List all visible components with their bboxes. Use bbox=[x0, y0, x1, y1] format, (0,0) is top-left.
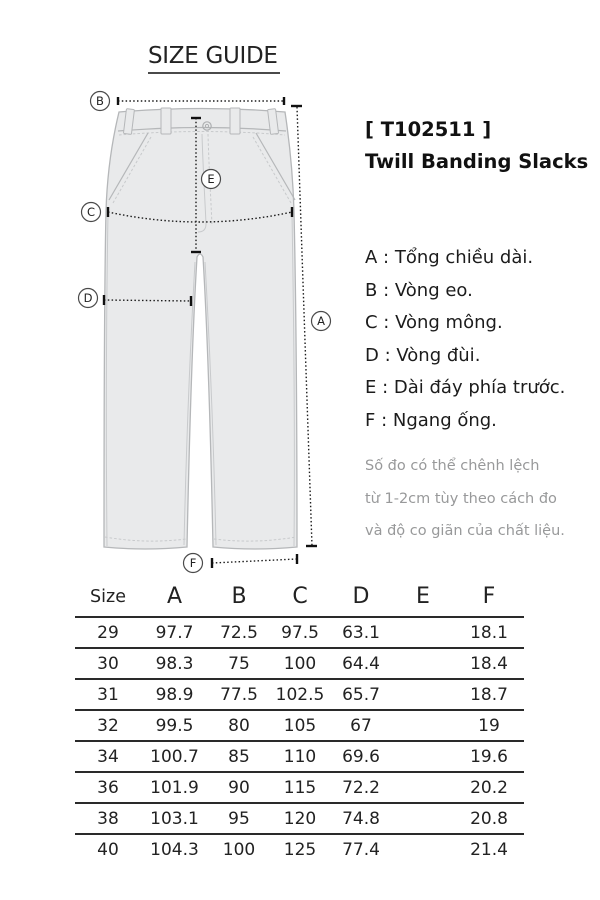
cell-d: 67 bbox=[330, 710, 392, 741]
measure-line-a bbox=[297, 107, 312, 546]
cell-c: 102.5 bbox=[270, 679, 330, 710]
svg-text:A: A bbox=[317, 314, 325, 329]
header-size: Size bbox=[75, 584, 141, 617]
cell-c: 105 bbox=[270, 710, 330, 741]
table-row bbox=[75, 648, 524, 679]
cell-f: 20.8 bbox=[454, 803, 524, 834]
cell-d: 74.8 bbox=[330, 803, 392, 834]
header-b: B bbox=[208, 584, 270, 617]
cell-e bbox=[392, 679, 454, 710]
cell-size: 32 bbox=[75, 710, 141, 741]
header-a: A bbox=[141, 584, 208, 617]
note-line: Số đo có thể chênh lệch bbox=[365, 458, 540, 474]
cell-f: 19 bbox=[454, 710, 524, 741]
legend-item-f: F : Ngang ống. bbox=[365, 409, 497, 431]
cell-size: 40 bbox=[97, 840, 119, 860]
page-title: SIZE GUIDE bbox=[148, 43, 280, 74]
cell-f: 20.2 bbox=[454, 772, 524, 803]
header-e: E bbox=[392, 584, 454, 617]
cell-b: 75 bbox=[208, 648, 270, 679]
cell-c: 97.5 bbox=[270, 617, 330, 648]
size-table bbox=[75, 584, 524, 865]
cell-e bbox=[392, 772, 454, 803]
legend-item-c: C : Vòng mông. bbox=[365, 312, 503, 333]
svg-text:D: D bbox=[83, 291, 93, 306]
header-c: C bbox=[270, 584, 330, 617]
cell-b: 90 bbox=[208, 772, 270, 803]
pants-size-diagram bbox=[55, 80, 355, 580]
table-row bbox=[75, 617, 524, 648]
cell-size: 36 bbox=[75, 772, 141, 803]
svg-text:E: E bbox=[207, 172, 215, 187]
marker-f bbox=[184, 554, 203, 573]
cell-e bbox=[392, 648, 454, 679]
cell-b: 95 bbox=[208, 803, 270, 834]
table-row bbox=[75, 803, 524, 834]
note-line: và độ co giãn của chất liệu. bbox=[365, 523, 565, 539]
cell-a: 103.1 bbox=[141, 803, 208, 834]
cell-b: 100 bbox=[222, 840, 256, 860]
header-f: F bbox=[454, 584, 524, 617]
cell-f: 21.4 bbox=[470, 840, 508, 860]
svg-text:F: F bbox=[189, 556, 197, 571]
pants-silhouette bbox=[104, 109, 297, 550]
cell-a: 104.3 bbox=[150, 840, 199, 860]
size-table-header-row bbox=[75, 584, 524, 617]
measure-line-f bbox=[212, 559, 297, 563]
table-row bbox=[75, 679, 524, 710]
cell-f: 18.1 bbox=[454, 617, 524, 648]
product-code: [ T102511 ] bbox=[365, 118, 492, 141]
table-row bbox=[75, 772, 524, 803]
note-line: từ 1-2cm tùy theo cách đo bbox=[365, 490, 557, 507]
cell-d: 69.6 bbox=[330, 741, 392, 772]
tolerance-note bbox=[365, 450, 565, 548]
table-row bbox=[75, 741, 524, 772]
legend-item-d: D : Vòng đùi. bbox=[365, 344, 481, 366]
cell-b: 80 bbox=[208, 710, 270, 741]
legend-item-b: B : Vòng eo. bbox=[365, 279, 473, 301]
cell-c: 120 bbox=[270, 803, 330, 834]
table-row bbox=[75, 710, 524, 741]
cell-b: 72.5 bbox=[208, 617, 270, 648]
marker-a bbox=[312, 312, 331, 331]
cell-size: 30 bbox=[75, 648, 141, 679]
cell-d: 72.2 bbox=[330, 772, 392, 803]
cell-e bbox=[392, 710, 454, 741]
product-name: Twill Banding Slacks bbox=[365, 150, 589, 173]
cell-size: 31 bbox=[75, 679, 141, 710]
cell-e bbox=[392, 741, 454, 772]
svg-text:B: B bbox=[96, 94, 104, 109]
cell-b: 85 bbox=[208, 741, 270, 772]
cell-d: 65.7 bbox=[330, 679, 392, 710]
cell-e bbox=[392, 803, 454, 834]
marker-b bbox=[91, 92, 110, 111]
marker-d bbox=[79, 289, 98, 308]
legend-item-e: E : Dài đáy phía trước. bbox=[365, 377, 566, 398]
pants-diagram-svg bbox=[55, 80, 355, 580]
cell-a: 101.9 bbox=[141, 772, 208, 803]
cell-d: 77.4 bbox=[342, 840, 380, 860]
cell-d: 63.1 bbox=[330, 617, 392, 648]
cell-c: 125 bbox=[283, 840, 317, 860]
table-row bbox=[75, 834, 524, 865]
cell-c: 115 bbox=[270, 772, 330, 803]
cell-size: 34 bbox=[75, 741, 141, 772]
cell-f: 18.4 bbox=[454, 648, 524, 679]
cell-size: 29 bbox=[75, 617, 141, 648]
cell-e bbox=[392, 834, 454, 865]
cell-b: 77.5 bbox=[208, 679, 270, 710]
cell-a: 99.5 bbox=[141, 710, 208, 741]
marker-c bbox=[82, 203, 101, 222]
cell-f: 18.7 bbox=[454, 679, 524, 710]
cell-e bbox=[392, 617, 454, 648]
cell-a: 100.7 bbox=[141, 741, 208, 772]
cell-a: 98.3 bbox=[141, 648, 208, 679]
cell-c: 100 bbox=[270, 648, 330, 679]
header-d: D bbox=[330, 584, 392, 617]
svg-text:C: C bbox=[86, 205, 96, 220]
cell-a: 98.9 bbox=[141, 679, 208, 710]
product-info bbox=[365, 114, 588, 178]
cell-a: 97.7 bbox=[141, 617, 208, 648]
size-table-section bbox=[75, 584, 524, 865]
measurement-legend bbox=[365, 242, 565, 437]
marker-e bbox=[202, 170, 221, 189]
legend-item-a: A : Tổng chiều dài. bbox=[365, 247, 534, 268]
cell-d: 64.4 bbox=[330, 648, 392, 679]
cell-c: 110 bbox=[270, 741, 330, 772]
cell-size: 38 bbox=[75, 803, 141, 834]
cell-f: 19.6 bbox=[454, 741, 524, 772]
